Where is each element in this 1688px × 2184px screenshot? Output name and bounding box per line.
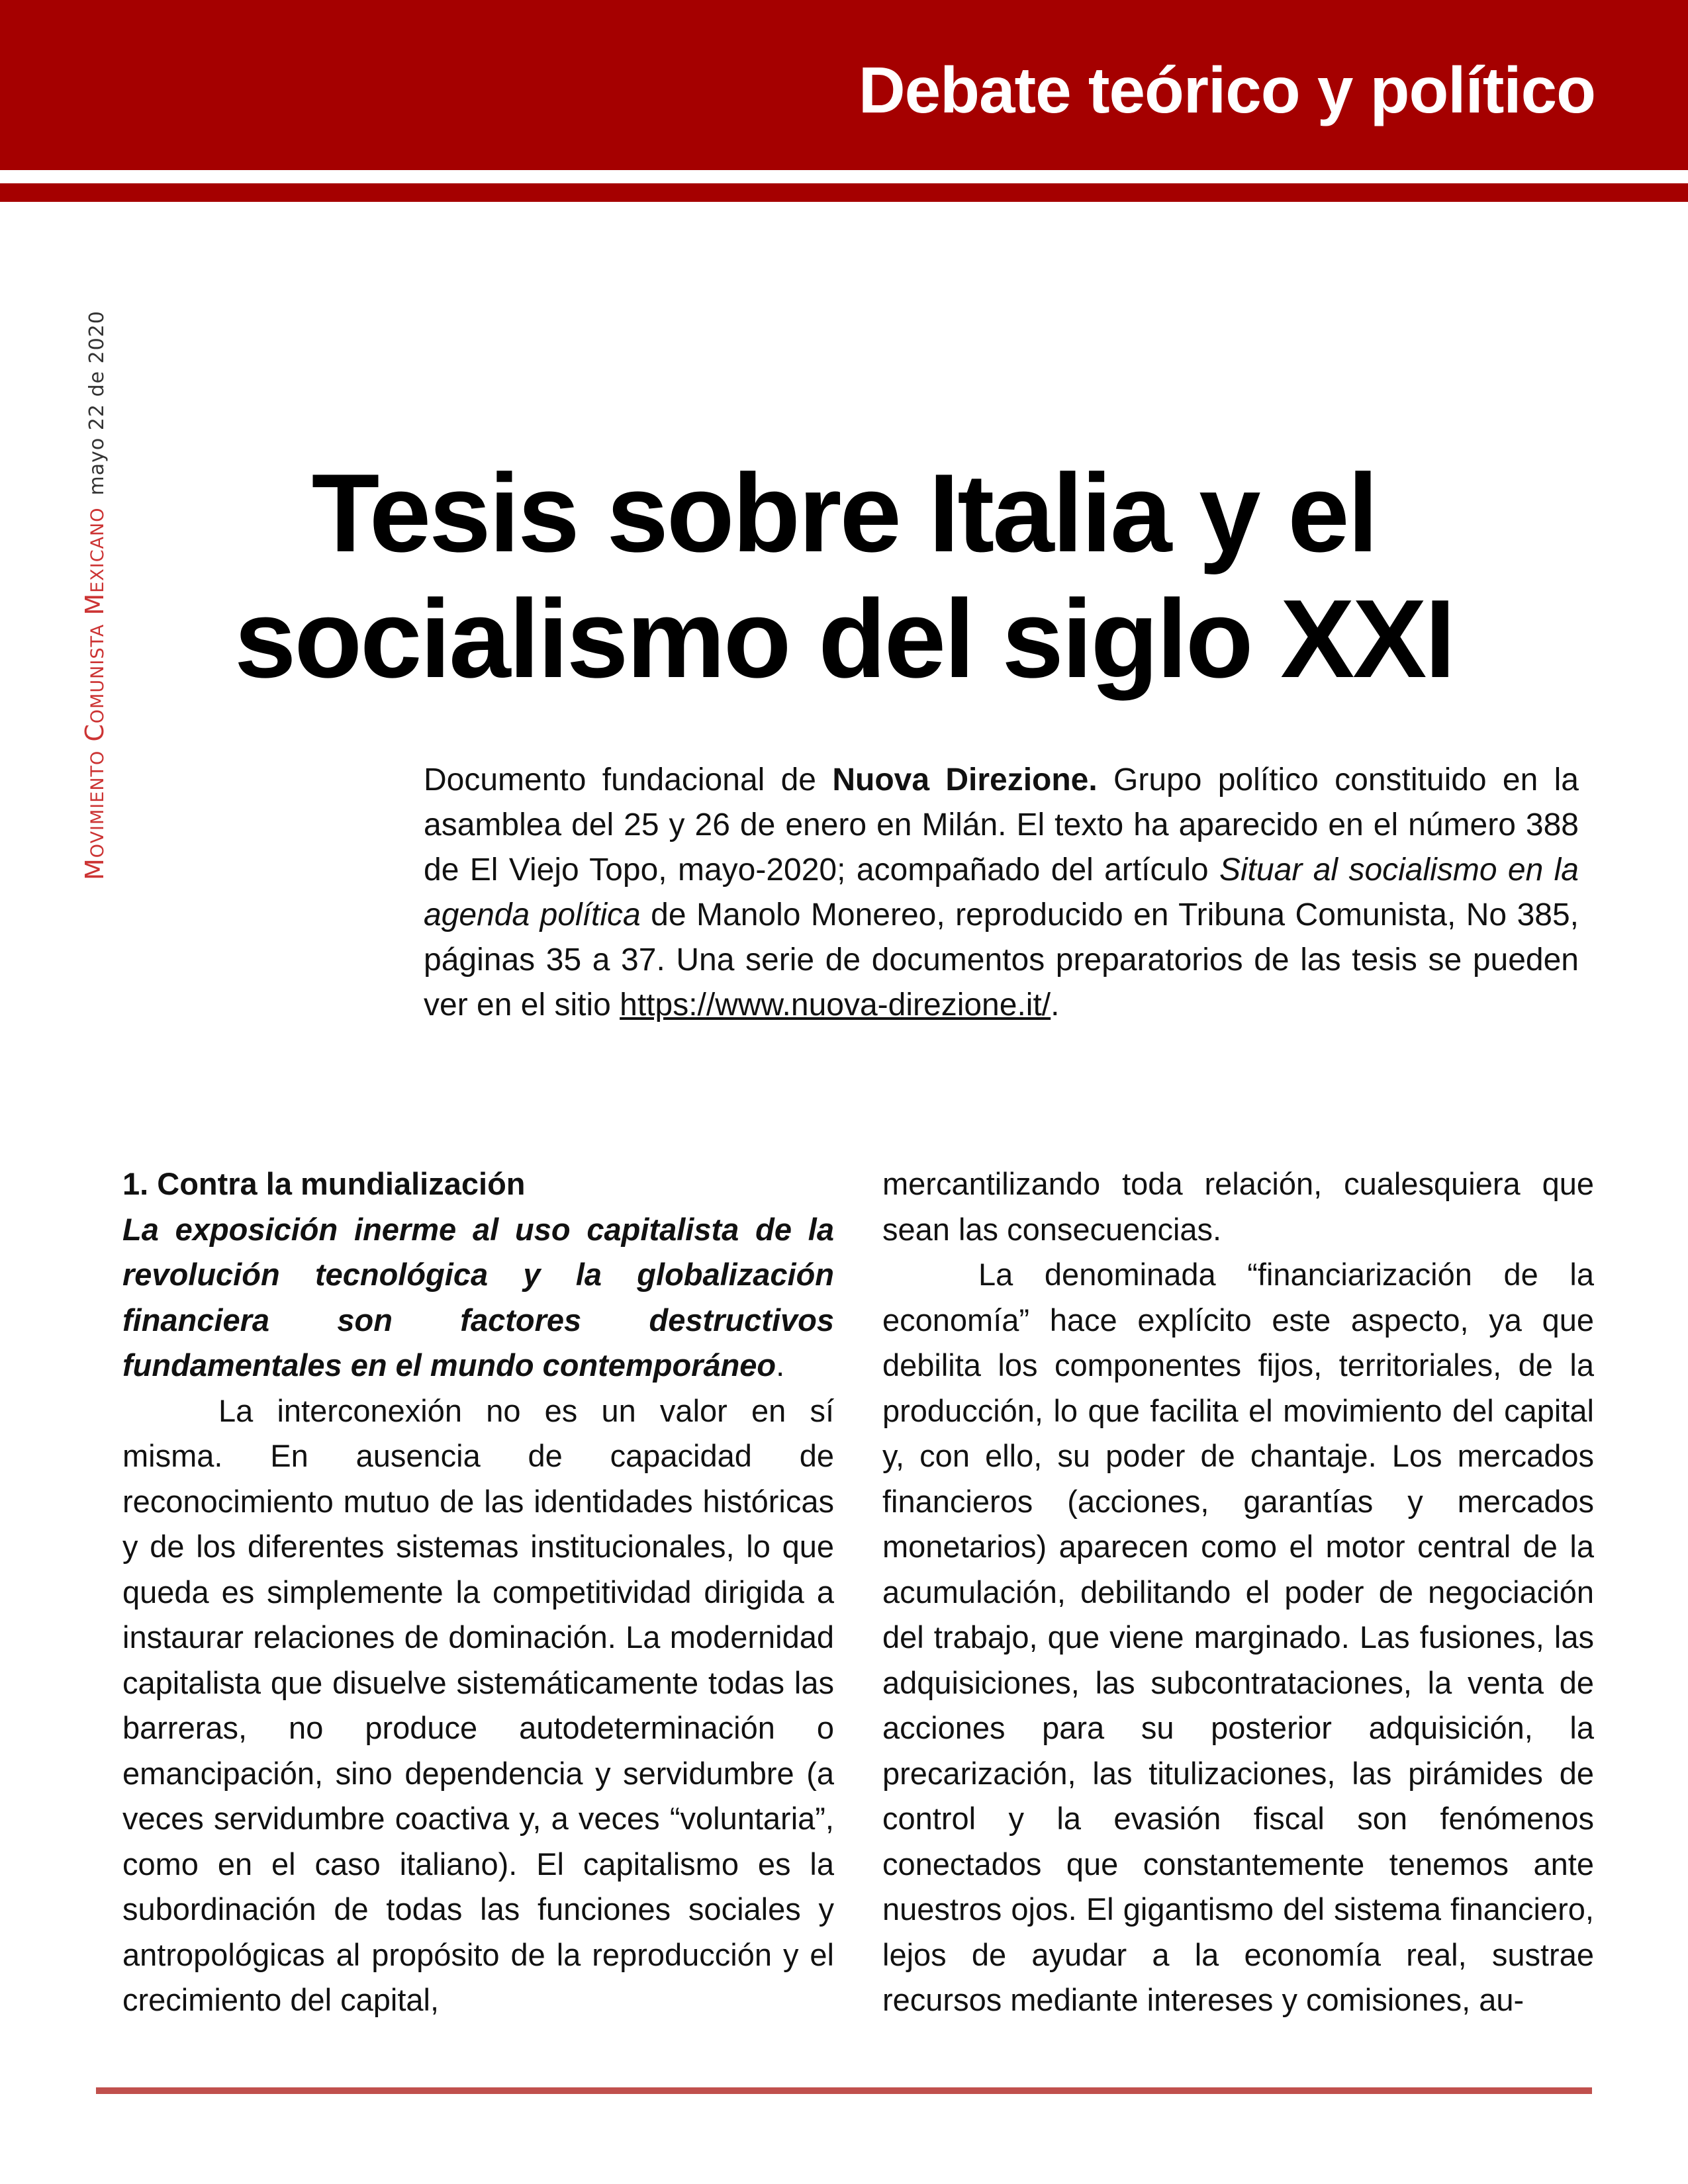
intro-text-1: Documento fundacional de [424, 762, 833, 797]
header-band [0, 0, 1688, 170]
article-title-line2: socialismo del siglo XXI [234, 576, 1454, 701]
body-paragraph-1: La interconexión no es un valor en sí misma. En ausencia de capacidad de reconocimiento mutuo de las identidades históricas y de los diferentes sistemas institucionales, lo que queda es simplemente la competitividad dirigida a instaurar relaciones de dominación. La modernidad capitalista que disuelve sistemáticamente todas las barreras, no produce autodeterminación o emancipación, sino dependencia y servidumbre (a veces servidumbre coactiva y, a veces “voluntaria”, como en el caso italiano). El capitalismo es la subordinación de todas las funciones sociales y antropológicas al propósito de la reproducción y el crecimiento del capital, [122, 1392, 834, 2017]
lead-end: . [776, 1347, 785, 1383]
lead-paragraph [122, 1207, 834, 1388]
body-paragraph-2: La denominada “financiarización de la economía” hace explícito este aspecto, ya que debilita los componentes fijos, territoriales, de la producción, lo que facilita el movimiento del capital y, con ello, su poder de chantaje. Los mercados financieros (acciones, garantías y mercados monetarios) aparecen como el motor central de la acumulación, debilitando el poder de negociación del trabajo, que viene marginado. Las fusiones, las adquisiciones, las subcontrataciones, la venta de acciones para su posterior adquisición, la precarización, las titulizaciones, las pirámides de control y la evasión fiscal son fenómenos conectados que constantemente tenemos ante nuestros ojos. El gigantismo del sistema financiero, lejos de ayudar a la economía real, sustrae recursos mediante intereses y comisiones, au- [882, 1257, 1594, 2017]
intro-paragraph [424, 758, 1579, 1028]
body-paragraph-1-continued: mercantilizando toda relación, cualesquiera que sean las consecuencias. [882, 1166, 1594, 1247]
intro-org-name: Nuova Direzione. [832, 762, 1098, 797]
intro-text-3: de Manolo Monereo, reproducido en Tribuna Comunista, No 385, páginas 35 a 37. Una serie de documentos preparatorios de las tesis se pueden ver en el sitio [424, 897, 1579, 1023]
sidebar-organization: Movimiento Comunista Mexicano [80, 507, 109, 880]
body-column-left [122, 1161, 834, 2023]
article-title-line1: Tesis sobre Italia y el [311, 451, 1377, 575]
intro-link[interactable]: https://www.nuova-direzione.it/ [620, 987, 1051, 1023]
article-title [199, 450, 1489, 702]
header-rule [0, 183, 1688, 202]
lead-text: La exposición inerme al uso capitalista de la revolución tecnológica y la globalización financiera son factores destructivos fundamentales en el mundo contemporáneo [122, 1211, 834, 1383]
sidebar-vertical-caption [78, 218, 111, 880]
section-header-title: Debate teórico y político [858, 54, 1595, 126]
section-heading: 1. Contra la mundialización [122, 1166, 526, 1201]
intro-article-title: Situar al socialismo en la agenda política [424, 852, 1579, 933]
intro-text-2: Grupo político constituido en la asamblea del 25 y 26 de enero en Milán. El texto ha aparecido en el número 388 de El Viejo Topo, mayo-2020; acompañado del artículo [424, 762, 1579, 887]
sidebar-date: mayo 22 de 2020 [85, 310, 109, 496]
body-column-right [882, 1161, 1594, 2023]
intro-text-4: . [1051, 987, 1060, 1023]
footer-rule [96, 2087, 1592, 2094]
